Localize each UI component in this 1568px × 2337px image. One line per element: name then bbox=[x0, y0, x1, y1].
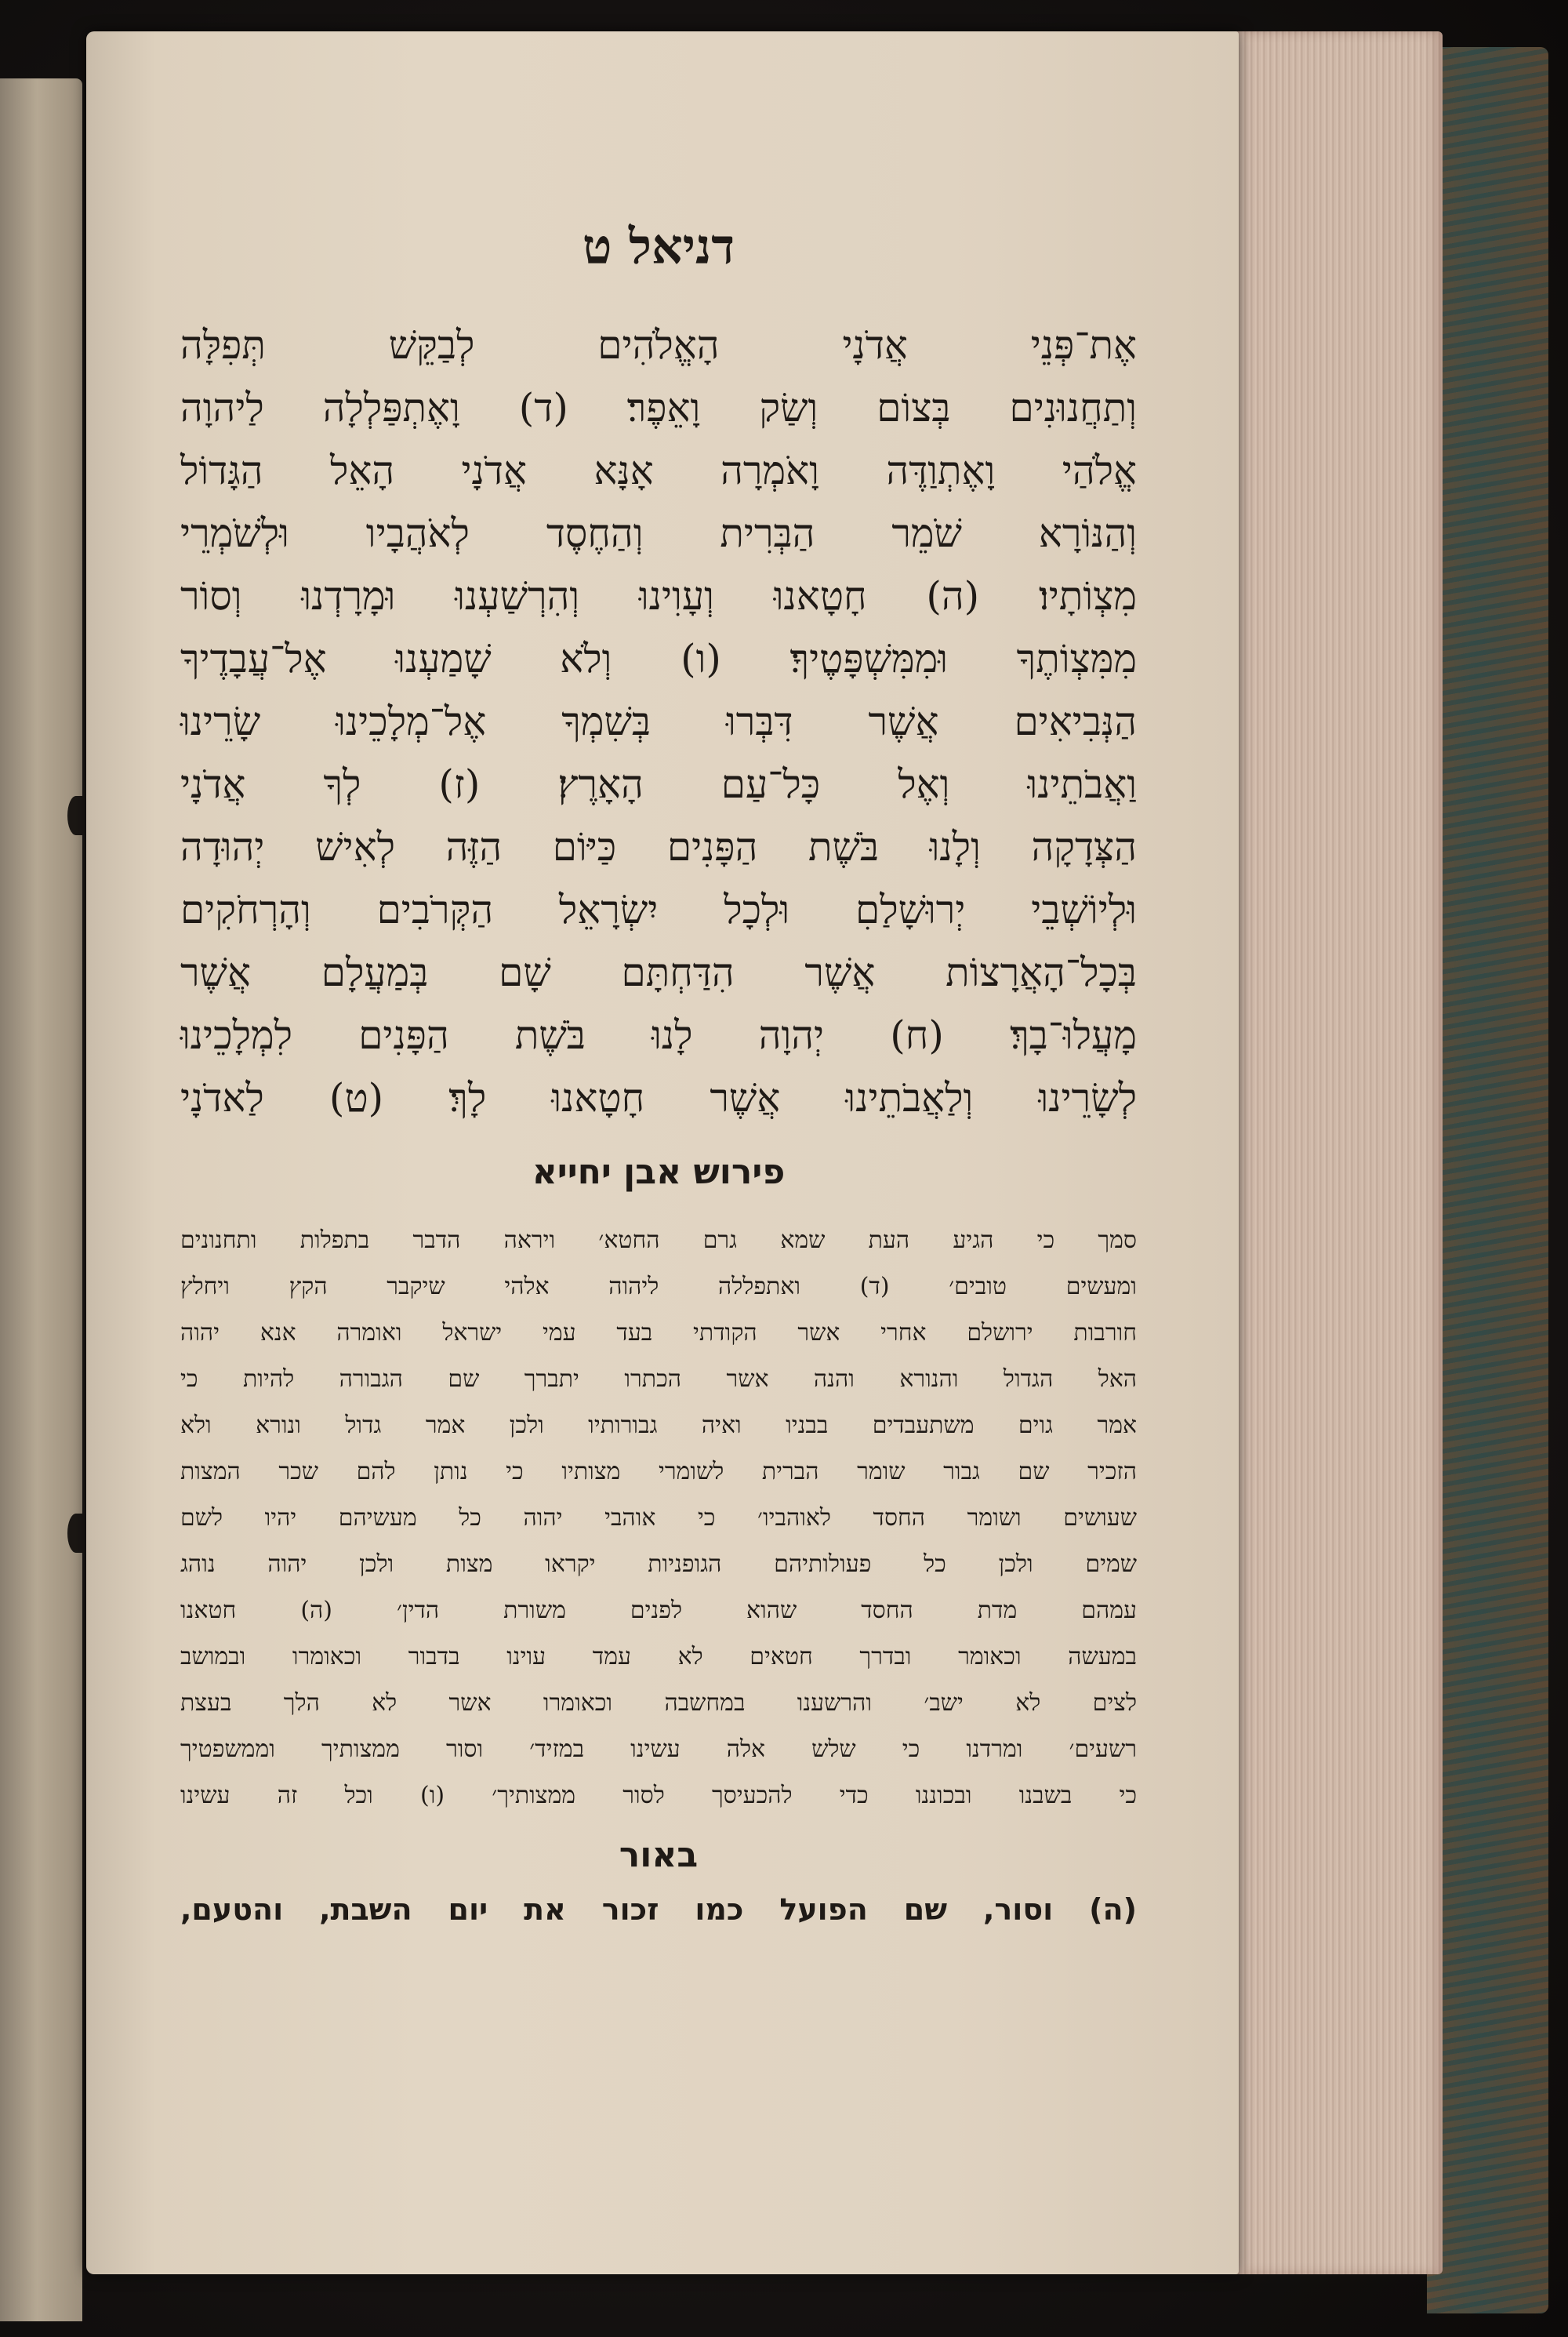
book-cover bbox=[1427, 47, 1548, 2313]
commentary-line: רשעים׳ ומרדנו כי שלש אלה עשינו במזיד׳ וסור ממצותיך וממשפטיך bbox=[180, 1735, 1137, 1763]
commentary-line: הזכיר שם גבור שומר הברית לשומרי מצותיו כי נותן להם שכר המצות bbox=[180, 1458, 1137, 1485]
biur-line: (ה) וסור, שם הפועל כמו זכור את יום השבת, והטעם, bbox=[180, 1892, 1137, 1927]
commentary-line: אמר גוים משתעבדים בבניו ואיה גבורותיו ולכן אמר גדול ונורא ולא bbox=[180, 1412, 1137, 1439]
running-head: דניאל ט bbox=[582, 218, 735, 275]
verse-line: אֱלֹהַי וָאֶתְוַדֶּה וָאֹמְרָה אָנָּא אֲדֹנָי הָאֵל הַגָּדוֹל bbox=[180, 448, 1137, 493]
commentary-line: חורבות ירושלם אחרי אשר הקודתי בעד עמי ישראל ואומרה אנא יהוה bbox=[180, 1319, 1137, 1347]
facing-page-edge bbox=[0, 78, 82, 2321]
commentary-title: פירוש אבן יחייא bbox=[532, 1152, 786, 1192]
verse-line: הַצְּדָקָה וְלָנוּ בֹּשֶׁת הַפָּנִים כַּיּוֹם הַזֶּה לְאִישׁ יְהוּדָה bbox=[180, 824, 1137, 870]
commentary-line: במעשה וכאומר ובדרך חטאים לא עמד עוינו בדבור וכאומרו ובמושב bbox=[180, 1643, 1137, 1670]
verse-line: וַאֲבֹתֵינוּ וְאֶל כָּל־עַם הָאָרֶץ׃ (ז) לְךָ אֲדֹנָי bbox=[180, 761, 1137, 807]
verse-line: בְּכָל־הָאֲרָצוֹת אֲשֶׁר הִדַּחְתָּם שָׁם בְּמַעֲלָם אֲשֶׁר bbox=[180, 950, 1137, 995]
commentary-line: ומעשים טובים׳ (ד) ואתפללה ליהוה אלהי שיקבר הקץ ויחלץ bbox=[180, 1273, 1137, 1300]
commentary-line: כי בשבנו ובכוננו כדי להכעיסך לסור ממצותיך׳ (ו) וכל זה עשינו bbox=[180, 1782, 1137, 1809]
book-page bbox=[86, 31, 1239, 2274]
commentary-line: סמך כי הגיע העת שמא גרם החטא׳ ויראה הדבר בתפלות ותחנונים bbox=[180, 1227, 1137, 1254]
page-text bbox=[180, 212, 1137, 1933]
verse-line: מִמִּצְוֹתֶךָ וּמִמִּשְׁפָּטֶיךָ׃ (ו) וְלֹא שָׁמַעְנוּ אֶל־עֲבָדֶיךָ bbox=[180, 636, 1137, 681]
commentary-line: שמים ולכן כל פעולותיהם הגופניות יקראו מצות ולכן יהוה נוהג bbox=[180, 1550, 1137, 1578]
commentary-line: האל הגדול והנורא והנה אשר הכתרו יתברך שם הגבורה להיות כי bbox=[180, 1365, 1137, 1393]
verse-line: לְשָׂרֵינוּ וְלַאֲבֹתֵינוּ אֲשֶׁר חָטָאנוּ לָךְ׃ (ט) לַאדֹנָי bbox=[180, 1075, 1137, 1121]
page-block-edges bbox=[1235, 31, 1443, 2274]
verse-line: וְתַחֲנוּנִים בְּצוֹם וְשַׂק וָאֵפֶר׃ (ד) וָאֶתְפַּלְלָה לַיהוָה bbox=[180, 385, 1137, 431]
verse-block bbox=[180, 314, 1137, 1129]
commentary-line: עמהם מדת החסד שהוא לפנים משורת הדין׳ (ה) חטאנו bbox=[180, 1597, 1137, 1624]
verse-line: מָעֲלוּ־בָךְ׃ (ח) יְהוָה לָנוּ בֹּשֶׁת הַפָּנִים לִמְלָכֵינוּ bbox=[180, 1012, 1137, 1058]
verse-line: אֶת־פְּנֵי אֲדֹנָי הָאֱלֹהִים לְבַקֵּשׁ תְּפִלָּה bbox=[180, 322, 1137, 368]
commentary-line: לצים לא ישב׳ והרשענו במחשבה וכאומרו אשר לא הלך בעצת bbox=[180, 1689, 1137, 1717]
commentary-line: שעושים ושומר החסד לאוהביו׳ כי אוהבי יהוה כל מעשיהם יהיו לשם bbox=[180, 1504, 1137, 1532]
commentary-block bbox=[180, 1217, 1137, 1819]
page-notch bbox=[67, 1514, 85, 1553]
biur-title: באור bbox=[619, 1835, 699, 1875]
verse-line: הַנְּבִיאִים אֲשֶׁר דִּבְּרוּ בְּשִׁמְךָ אֶל־מְלָכֵינוּ שָׂרֵינוּ bbox=[180, 699, 1137, 744]
verse-line: וְהַנּוֹרָא שֹׁמֵר הַבְּרִית וְהַחֶסֶד לְאֹהֲבָיו וּלְשֹׁמְרֵי bbox=[180, 511, 1137, 556]
verse-line: מִצְוֹתָיו׃ (ה) חָטָאנוּ וְעָוִינוּ וְהִרְשַׁעְנוּ וּמָרָדְנוּ וְסוֹר bbox=[180, 573, 1137, 619]
verse-line: וּלְיוֹשְׁבֵי יְרוּשָׁלַםִ וּלְכָל יִשְׂרָאֵל הַקְּרֹבִים וְהָרְחֹקִים bbox=[180, 887, 1137, 932]
page-notch bbox=[67, 796, 85, 835]
